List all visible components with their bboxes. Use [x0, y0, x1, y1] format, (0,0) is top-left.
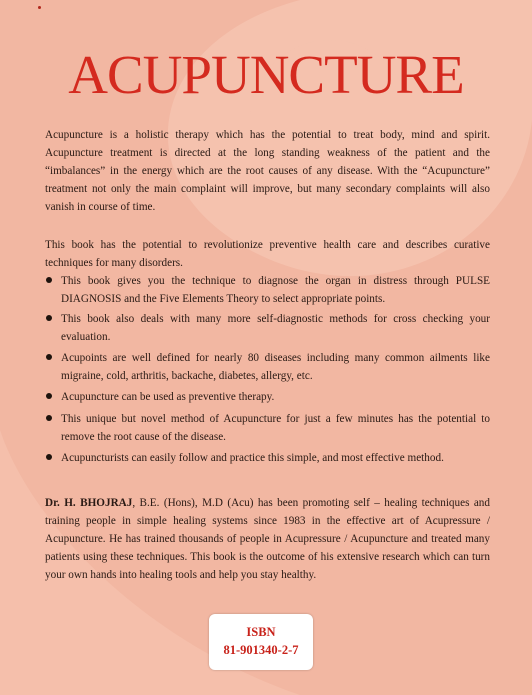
author-name: Dr. H. BHOJRAJ: [45, 497, 133, 509]
intro-paragraph: Acupuncture is a holistic therapy which has the potential to treat body, mind and spirit. Acupuncture treatment is directed at the long standing weakness of the patient and the “imbalances” in the energy which are the root causes of any disease. With the “Acupuncture” treatment not only the main complaint will improve, but many secondary complaints will also vanish in course of time.: [45, 129, 490, 213]
bullet-icon: [46, 454, 52, 460]
list-item-text: Acupuncturists can easily follow and practice this simple, and most effective method.: [61, 452, 444, 464]
author-bio: , B.E. (Hons), M.D (Acu) has been promoting self – healing techniques and training people in simple healing systems since 1983 in the effective art of Acupressure / Acupuncture. He has trained thousands of people in Acupressure / Acupuncture and treated many patients using these techniques. This book is the outcome of his extensive research which can turn your own hands into healing tools and help you stay healthy.: [45, 497, 490, 581]
book-title: ACUPUNCTURE: [68, 44, 464, 105]
bullet-icon: [46, 415, 52, 421]
bullet-icon: [46, 393, 52, 399]
summary-paragraph: This book has the potential to revolutionize preventive health care and describes curative techniques for many disorders.: [45, 239, 490, 269]
list-item-text: This book gives you the technique to diagnose the organ in distress through PULSE DIAGNOSIS and the Five Elements Theory to select appropriate points.: [61, 275, 490, 305]
list-item-text: This book also deals with many more self-diagnostic methods for cross checking your evaluation.: [61, 313, 490, 343]
list-item-text: Acupoints are well defined for nearly 80 diseases including many common ailments like migraine, cold, arthritis, backache, diabetes, allergy, etc.: [61, 352, 490, 382]
author-paragraph: [45, 494, 490, 584]
list-item-text: Acupuncture can be used as preventive therapy.: [61, 391, 275, 403]
isbn-label: ISBN: [246, 625, 276, 639]
bullet-icon: [46, 277, 52, 283]
bullet-icon: [46, 315, 52, 321]
bullet-icon: [46, 354, 52, 360]
corner-mark: [38, 6, 41, 9]
isbn-box: [209, 614, 313, 670]
isbn-number: 81-901340-2-7: [223, 643, 299, 657]
list-item-text: This unique but novel method of Acupuncture for just a few minutes has the potential to remove the root cause of the disease.: [61, 413, 490, 443]
